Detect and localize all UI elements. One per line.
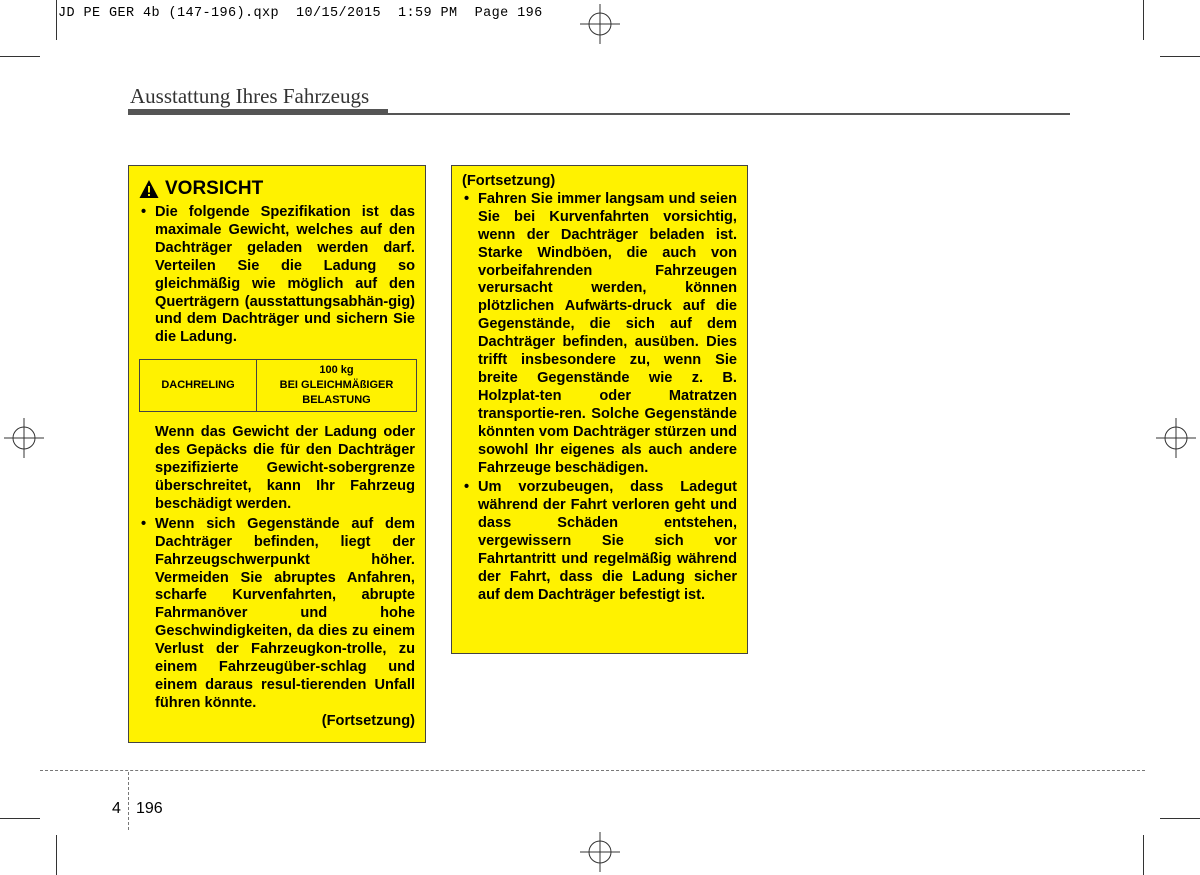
registration-mark-icon xyxy=(580,832,620,872)
registration-mark-icon xyxy=(1156,418,1196,458)
continuation-bullet-2-text: Um vorzubeugen, dass Ladegut während der Fahrt verloren geht und dass Schäden entstehen, vergewissern Sie sich vor Fahrtantritt und regelmäßig während der Fahrt, dass die Ladung sicher auf dem Dachträger befestigt ist. xyxy=(478,479,737,603)
caution-header xyxy=(139,178,415,200)
continuation-bullet-1-text: Fahren Sie immer langsam und seien Sie bei Kurvenfahrten vorsichtig, wenn der Dachträger beladen ist. Starke Windböen, die auch von vorbeifahrenden Fahrzeugen verursacht werden, können plötzlichen Aufwärts-druck auf die Gegenstände, die sich auf dem Dachträger befinden, ausüben. Dies trifft insbesondere zu, wenn Sie breite Gegenstände wie z. B. Holzplat-ten oder Matratzen transportie-ren. Solche Gegenstände könnten vom Dachträger stürzen und sowohl Ihr eigenes als auch andere Fahrzeuge beschädigen. xyxy=(478,190,737,476)
warning-triangle-icon xyxy=(139,179,159,199)
crop-mark xyxy=(0,818,40,819)
continuation-bullet-2 xyxy=(462,479,737,604)
spec-condition-line2: BELASTUNG xyxy=(302,394,371,407)
caution-bullet-1-text: Die folgende Spezifikation ist das maximale Gewicht, welches auf den Dachträger geladen werden darf. Verteilen Sie die Ladung so gleichmäßig wie möglich auf den Querträgern (ausstattungsabhän-gig) und dem Dachträger und sichern Sie die Ladung. xyxy=(155,204,415,346)
bullet-dot: • xyxy=(141,515,147,532)
bullet-dot: • xyxy=(141,204,147,220)
title-rule-accent xyxy=(128,109,388,115)
spec-condition-line1: BEI GLEICHMÄßIGER xyxy=(279,379,394,392)
page-number: 196 xyxy=(136,800,163,817)
registration-mark-icon xyxy=(580,4,620,44)
caution-bullet-2-text: Wenn sich Gegenstände auf dem Dachträger befinden, liegt der Fahrzeugschwerpunkt höher. Vermeiden Sie abruptes Anfahren, scharfe Kurvenfahrten, abrupte Fahrmanöver und hohe Geschwindigkeiten, da dies zu einem Verlust der Fahrzeugkon-trolle, zu einem Fahrzeugüber-schlag und einem daraus resul-tierenden Unfall führen könnte. xyxy=(155,515,415,711)
spec-weight: 100 kg xyxy=(319,364,354,377)
caution-bullet-1 xyxy=(139,204,415,347)
continuation-box xyxy=(451,165,748,654)
footer-vertical-rule xyxy=(128,772,129,830)
caution-box xyxy=(128,165,426,743)
crop-mark xyxy=(1160,56,1200,57)
crop-mark xyxy=(1160,818,1200,819)
crop-mark xyxy=(1143,0,1144,40)
bullet-dot: • xyxy=(464,479,470,496)
continuation-bullet-1 xyxy=(462,191,737,478)
footer-rule xyxy=(40,770,1145,771)
registration-mark-icon xyxy=(4,418,44,458)
caution-paragraph-2: Wenn das Gewicht der Ladung oder des Gepäcks die für den Dachträger spezifizierte Gewicht-sobergrenze überschreitet, kann Ihr Fahrzeug beschädigt werden. xyxy=(155,424,415,512)
crop-mark xyxy=(0,56,40,57)
continuation-heading: (Fortsetzung) xyxy=(462,173,556,189)
caution-title: VORSICHT xyxy=(165,178,264,199)
continued-note: (Fortsetzung) xyxy=(321,712,415,729)
crop-mark xyxy=(56,0,57,40)
crop-mark xyxy=(56,835,57,875)
chapter-number: 4 xyxy=(112,800,121,817)
file-info: JD PE GER 4b (147-196).qxp 10/15/2015 1:59 PM Page 196 xyxy=(58,6,543,21)
spec-table-value xyxy=(257,360,417,412)
caution-bullet-2 xyxy=(139,516,415,713)
section-title: Ausstattung Ihres Fahrzeugs xyxy=(130,84,370,108)
spec-table-label: DACHRELING xyxy=(140,360,257,412)
bullet-dot: • xyxy=(464,190,470,207)
crop-mark xyxy=(1143,835,1144,875)
load-spec-table xyxy=(139,359,417,412)
